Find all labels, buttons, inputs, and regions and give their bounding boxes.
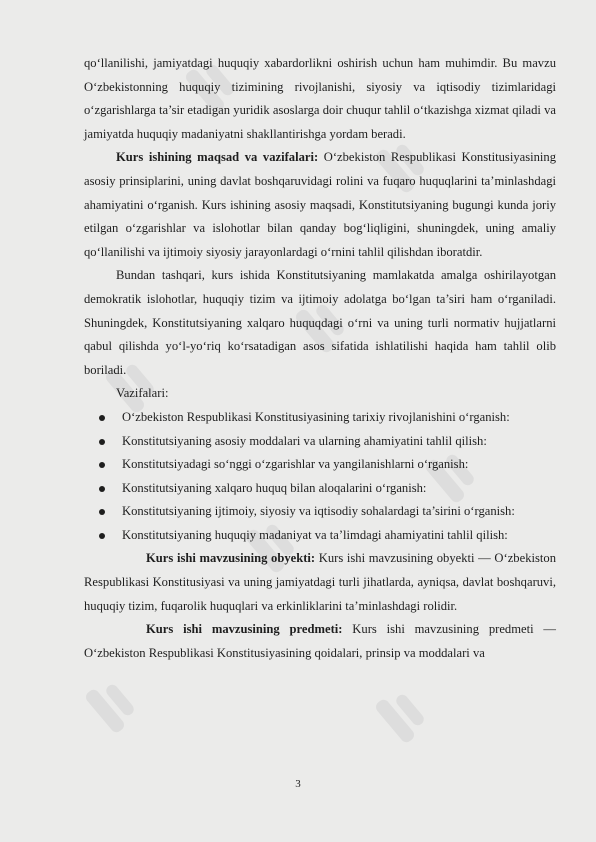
- list-item: [84, 430, 556, 454]
- subject-heading: Kurs ishi mavzusining predmeti:: [146, 622, 343, 637]
- list-item-text: O‘zbekiston Respublikasi Konstitusiyasining tarixiy rivojlanishini o‘rganish:: [122, 409, 510, 424]
- paragraph-object: [84, 547, 556, 618]
- paragraph-subject: [84, 618, 556, 665]
- bullet-icon: [99, 509, 105, 515]
- paragraph-additional: Bundan tashqari, kurs ishida Konstitutsiyaning mamlakatda amalga oshirilayotgan demokratik islohotlar, huquqiy tizim va ijtimoiy adolatga bo‘lgan ta’siri ham o‘rganiladi. Shuningdek, Konstitutsiyaning xalqaro huquqdagi o‘rni va uning turli normativ hujjatlarni qabul qilishda yo‘l-yo‘riq ko‘rsatadigan asos sifatida ishlatilishi haqida ham tahlil olib boriladi.: [84, 268, 556, 377]
- object-text: Kurs ishi mavzusining obyekti — O‘zbekiston Respublikasi Konstitusiyasi va uning jamiyatdagi turli jihatlarda, ayniqsa, davlat boshqaruvi, huquqiy tizim, fuqarolik huquqlari va erkinliklarini ta’minlashdagi rolidir.: [84, 551, 556, 613]
- bullet-icon: [99, 415, 105, 421]
- bullet-icon: [99, 439, 105, 445]
- list-item-text: Konstitutsiyadagi so‘nggi o‘zgarishlar va yangilanishlarni o‘rganish:: [122, 457, 469, 472]
- object-heading: Kurs ishi mavzusining obyekti:: [146, 551, 316, 566]
- list-item: [84, 524, 556, 548]
- page-body: [84, 52, 556, 665]
- list-item-text: Konstitutsiyaning xalqaro huquq bilan aloqalarini o‘rganish:: [122, 480, 427, 495]
- paragraph-goals: [84, 146, 556, 264]
- subject-text: Kurs ishi mavzusining predmeti — O‘zbekiston Respublikasi Konstitusiyasining qoidalari, prinsip va moddalari va: [84, 622, 557, 660]
- bullet-icon: [99, 533, 105, 539]
- goals-heading: Kurs ishining maqsad va vazifalari:: [116, 150, 319, 165]
- tasks-list: [84, 406, 556, 548]
- list-item: [84, 453, 556, 477]
- page-number: 3: [295, 778, 301, 790]
- list-item-text: Konstitutsiyaning ijtimoiy, siyosiy va iqtisodiy sohalardagi ta’sirini o‘rganish:: [122, 504, 515, 519]
- watermark-mark: [90, 680, 136, 742]
- list-item: [84, 500, 556, 524]
- paragraph-intro-continued: qo‘llanilishi, jamiyatdagi huquqiy xabardorlikni oshirish uchun ham muhimdir. Bu mavzu O‘zbekistonning huquqiy tizimining rivojlanishi, siyosiy va iqtisodiy tizimlaridagi o‘zgarishlarga ta’sir etadigan yuridik asoslarga doir chuqur tahlil o‘tkazishga xizmat qiladi va jamiyatda huquqiy madaniyatni shakllantirishga yordam beradi.: [84, 56, 556, 141]
- list-item-text: Konstitutsiyaning huquqiy madaniyat va ta’limdagi ahamiyatini tahlil qilish:: [122, 527, 508, 542]
- tasks-label: Vazifalari:: [116, 386, 169, 401]
- list-item-text: Konstitutsiyaning asosiy moddalari va ularning ahamiyatini tahlil qilish:: [122, 433, 487, 448]
- bullet-icon: [99, 462, 105, 468]
- list-item: [84, 406, 556, 430]
- watermark-mark: [380, 690, 426, 752]
- goals-text: O‘zbekiston Respublikasi Konstitusiyasining asosiy prinsiplarini, uning davlat boshqaruvidagi rolini va fuqaro huquqlarini ta’minlashdagi ahamiyatini o‘rganish. Kurs ishining asosiy maqsadi, Konstitutsiyaning bugungi kunda joriy etilgan o‘zgarishlar va islohotlar bilan qanday bog‘liqligini, shuningdek, uning amaliy qo‘llanilishi va ijtimoiy siyosiy jarayonlardagi o‘rnini tahlil qilishdan iboratdir.: [84, 150, 556, 259]
- bullet-icon: [99, 486, 105, 492]
- list-item: [84, 477, 556, 501]
